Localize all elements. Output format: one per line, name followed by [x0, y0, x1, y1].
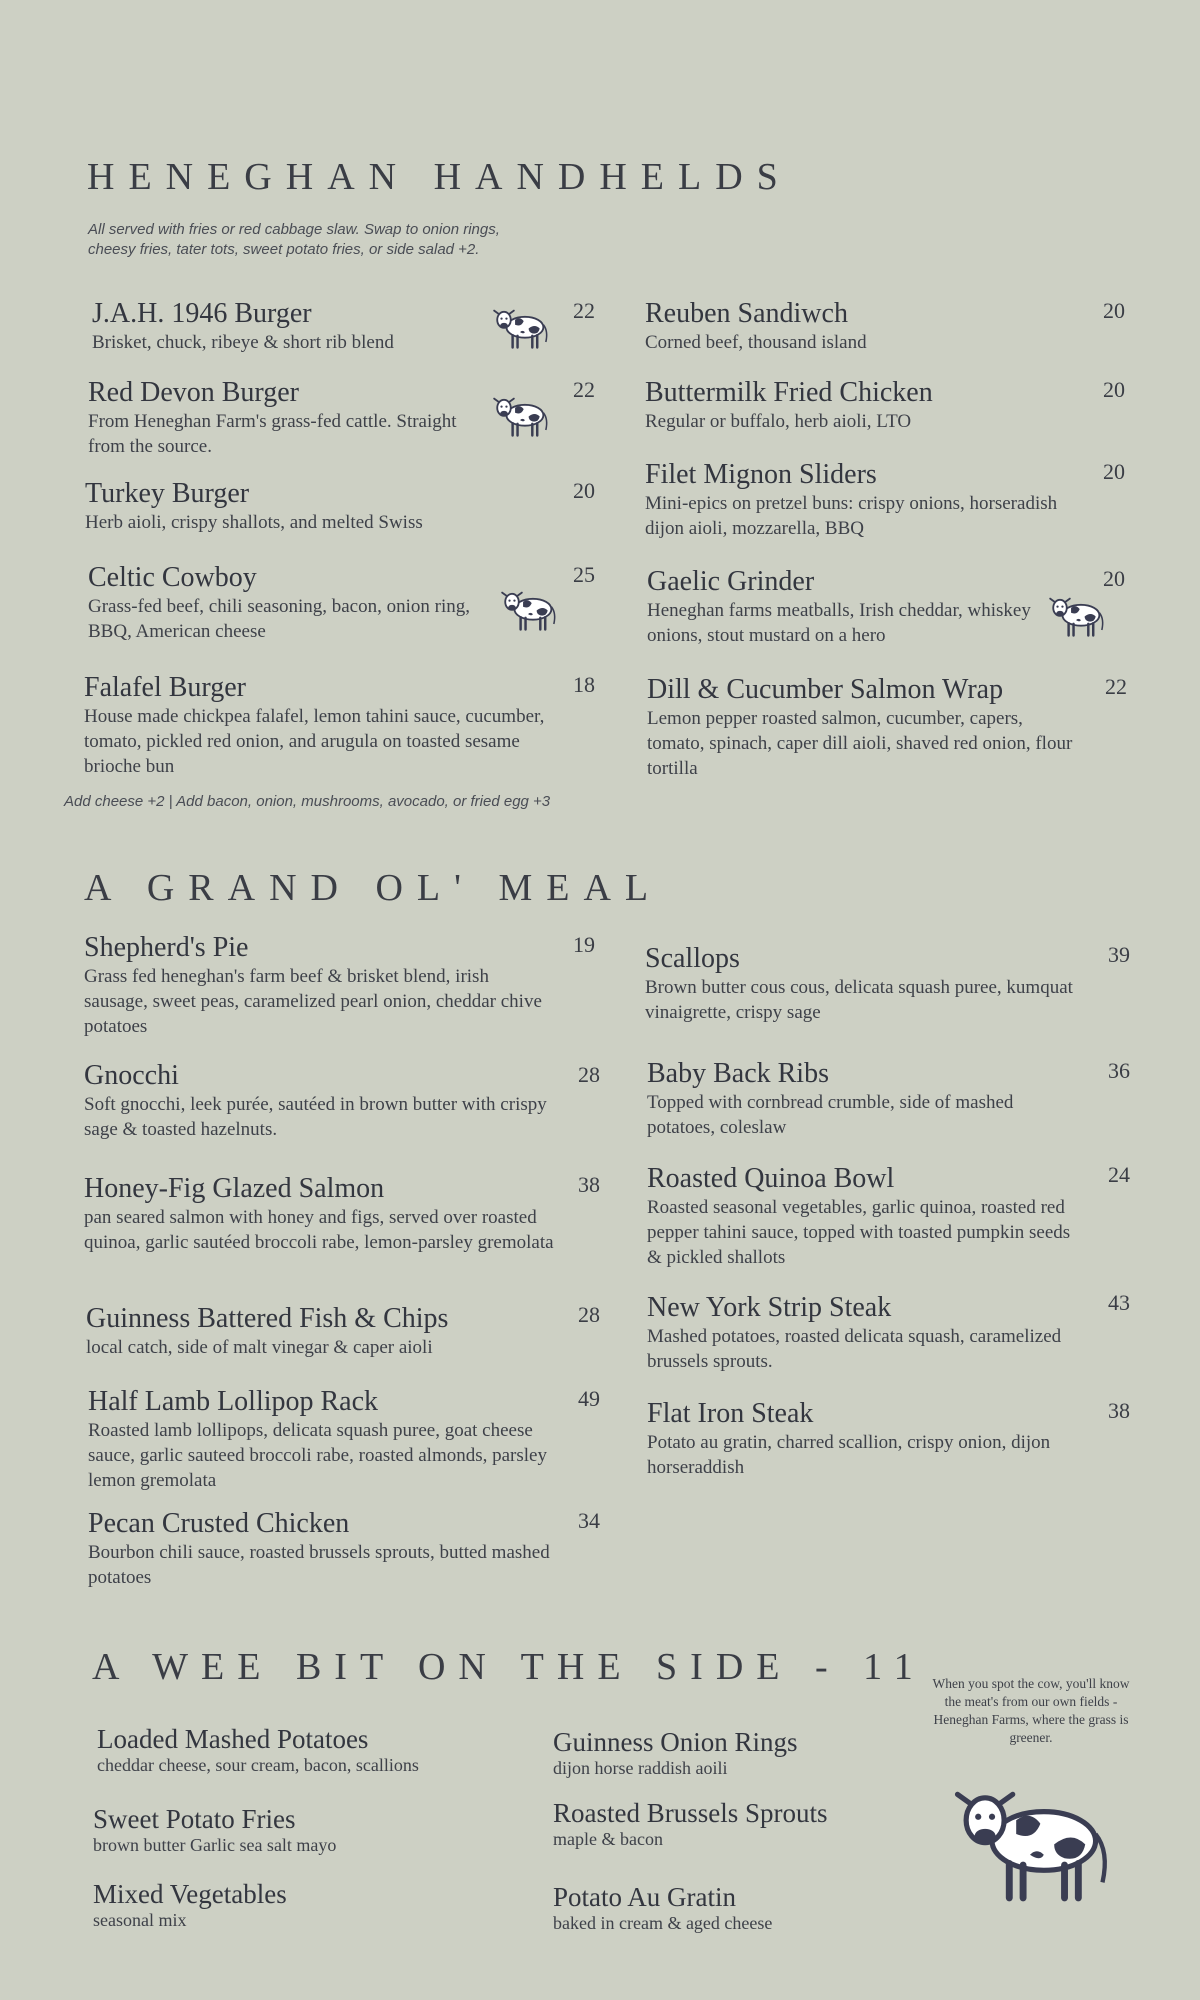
menu-item: [84, 1173, 554, 1255]
menu-item: [645, 377, 1075, 434]
side-item: [553, 1727, 913, 1779]
item-description: Mini-epics on pretzel buns: crispy onions, horseradish dijon aioli, mozzarella, BBQ: [645, 493, 1058, 539]
item-name: Sweet Potato Fries: [93, 1804, 296, 1834]
item-name: Buttermilk Fried Chicken: [645, 377, 933, 408]
item-price: 25: [573, 562, 595, 587]
item-price: 19: [573, 932, 595, 957]
menu-item: [647, 1398, 1077, 1480]
item-description: baked in cream & aged cheese: [553, 1913, 773, 1933]
item-description: Brisket, chuck, ribeye & short rib blend: [92, 332, 394, 353]
item-price: 20: [1103, 377, 1125, 402]
menu-item: [88, 1386, 558, 1493]
menu-item: [645, 459, 1075, 541]
item-name: Guinness Battered Fish & Chips: [86, 1303, 449, 1334]
menu-item: [84, 1060, 554, 1142]
item-price: 28: [578, 1302, 600, 1327]
side-item: [93, 1804, 513, 1856]
side-item: [97, 1724, 517, 1776]
item-price: 24: [1108, 1162, 1130, 1187]
item-name: Loaded Mashed Potatoes: [97, 1724, 369, 1754]
item-description: pan seared salmon with honey and figs, served over roasted quinoa, garlic sautéed broccoli rabe, lemon-parsley gremolata: [84, 1207, 554, 1253]
section-title-sides: A WEE BIT ON THE SIDE - 11: [92, 1646, 926, 1688]
menu-item: [86, 1303, 556, 1360]
item-name: Scallops: [645, 943, 740, 974]
item-price: 34: [578, 1508, 600, 1533]
item-description: Bourbon chili sauce, roasted brussels sprouts, butted mashed potatoes: [88, 1542, 550, 1588]
section-title-meal: A GRAND OL' MEAL: [84, 867, 663, 909]
item-price: 36: [1108, 1058, 1130, 1083]
menu-item: [645, 298, 1075, 355]
cow-legend-note: When you spot the cow, you'll know the meat's from our own fields - Heneghan Farms, where the grass is greener.: [932, 1676, 1130, 1745]
item-name: Honey-Fig Glazed Salmon: [84, 1173, 385, 1204]
item-price: 38: [1108, 1398, 1130, 1423]
item-description: Roasted seasonal vegetables, garlic quinoa, roasted red pepper tahini sauce, topped with toasted pumpkin seeds & pickled shallots: [647, 1197, 1071, 1268]
item-name: Baby Back Ribs: [647, 1058, 829, 1089]
menu-item: [88, 1508, 558, 1590]
item-name: Turkey Burger: [85, 478, 250, 509]
item-description: brown butter Garlic sea salt mayo: [93, 1835, 337, 1855]
item-price: 38: [578, 1172, 600, 1197]
item-name: Falafel Burger: [84, 672, 246, 703]
item-name: Dill & Cucumber Salmon Wrap: [647, 674, 1004, 705]
item-price: 28: [578, 1062, 600, 1087]
section-title-handhelds: HENEGHAN HANDHELDS: [87, 156, 792, 198]
item-name: Potato Au Gratin: [553, 1882, 736, 1912]
menu-item: [647, 1058, 1077, 1140]
item-name: Filet Mignon Sliders: [645, 459, 877, 490]
menu-item: [647, 566, 1047, 648]
item-price: 20: [1103, 566, 1125, 591]
item-name: Shepherd's Pie: [84, 932, 249, 963]
menu-item: [84, 932, 554, 1039]
cow-icon: [488, 388, 552, 440]
item-description: From Heneghan Farm's grass-fed cattle. Straight from the source.: [88, 411, 457, 457]
item-price: 20: [573, 478, 595, 503]
menu-item: [92, 298, 472, 355]
item-description: dijon horse raddish aoili: [553, 1758, 728, 1778]
side-item: [553, 1798, 913, 1850]
item-description: Regular or buffalo, herb aioli, LTO: [645, 411, 912, 432]
item-description: Grass-fed beef, chili seasoning, bacon, onion ring, BBQ, American cheese: [88, 596, 471, 642]
item-name: Reuben Sandiwch: [645, 298, 848, 329]
item-price: 20: [1103, 298, 1125, 323]
side-item: [93, 1879, 513, 1931]
menu-item: [645, 943, 1075, 1025]
item-name: Gnocchi: [84, 1060, 179, 1091]
menu-item: [647, 1163, 1077, 1270]
handhelds-addons: Add cheese +2 | Add bacon, onion, mushrooms, avocado, or fried egg +3: [64, 793, 551, 810]
item-description: Corned beef, thousand island: [645, 332, 867, 353]
item-price: 22: [573, 298, 595, 323]
item-price: 39: [1108, 942, 1130, 967]
item-description: Topped with cornbread crumble, side of mashed potatoes, coleslaw: [647, 1092, 1014, 1138]
cow-icon: [1044, 588, 1108, 640]
cow-icon: [940, 1765, 1120, 1910]
cow-icon: [488, 300, 552, 352]
item-name: Guinness Onion Rings: [553, 1727, 798, 1757]
item-description: seasonal mix: [93, 1910, 187, 1930]
item-price: 20: [1103, 459, 1125, 484]
item-description: Soft gnocchi, leek purée, sautéed in brown butter with crispy sage & toasted hazelnuts.: [84, 1094, 547, 1140]
menu-item: [84, 672, 554, 779]
item-name: Roasted Brussels Sprouts: [553, 1798, 828, 1828]
item-name: Flat Iron Steak: [647, 1398, 814, 1429]
item-name: New York Strip Steak: [647, 1292, 892, 1323]
item-description: cheddar cheese, sour cream, bacon, scallions: [97, 1755, 419, 1775]
item-price: 18: [573, 672, 595, 697]
menu-item: [647, 674, 1077, 781]
item-description: Brown butter cous cous, delicata squash puree, kumquat vinaigrette, crispy sage: [645, 977, 1073, 1023]
item-description: Grass fed heneghan's farm beef & brisket blend, irish sausage, sweet peas, caramelized pearl onion, cheddar chive potatoes: [84, 966, 542, 1037]
item-description: Potato au gratin, charred scallion, crispy onion, dijon horseraddish: [647, 1432, 1051, 1478]
item-description: local catch, side of malt vinegar & caper aioli: [86, 1337, 433, 1358]
side-item: [553, 1882, 913, 1934]
item-description: Mashed potatoes, roasted delicata squash, caramelized brussels sprouts.: [647, 1326, 1062, 1372]
item-name: Half Lamb Lollipop Rack: [88, 1386, 379, 1417]
item-name: Gaelic Grinder: [647, 566, 815, 597]
item-name: Pecan Crusted Chicken: [88, 1508, 350, 1539]
item-name: Celtic Cowboy: [88, 562, 257, 593]
menu-item: [647, 1292, 1077, 1374]
item-description: Lemon pepper roasted salmon, cucumber, capers, tomato, spinach, caper dill aioli, shaved red onion, flour tortilla: [647, 708, 1073, 779]
item-description: maple & bacon: [553, 1829, 663, 1849]
item-description: Herb aioli, crispy shallots, and melted Swiss: [85, 512, 423, 533]
item-description: Heneghan farms meatballs, Irish cheddar, whiskey onions, stout mustard on a hero: [647, 600, 1031, 646]
item-name: J.A.H. 1946 Burger: [92, 298, 312, 329]
item-name: Roasted Quinoa Bowl: [647, 1163, 895, 1194]
item-price: 22: [573, 377, 595, 402]
menu-item: [88, 377, 488, 459]
menu-item: [88, 562, 498, 644]
item-name: Red Devon Burger: [88, 377, 299, 408]
item-price: 43: [1108, 1290, 1130, 1315]
item-price: 22: [1105, 674, 1127, 699]
item-description: Roasted lamb lollipops, delicata squash puree, goat cheese sauce, garlic sauteed broccoli rabe, roasted almonds, parsley lemon gremolata: [88, 1420, 547, 1491]
cow-icon: [496, 582, 560, 634]
item-name: Mixed Vegetables: [93, 1879, 287, 1909]
handhelds-note: All served with fries or red cabbage slaw. Swap to onion rings, cheesy fries, tater tots, sweet potato fries, or side salad +2.: [88, 221, 500, 258]
menu-item: [85, 478, 505, 535]
item-description: House made chickpea falafel, lemon tahini sauce, cucumber, tomato, pickled red onion, and arugula on toasted sesame brioche bun: [84, 706, 545, 777]
item-price: 49: [578, 1386, 600, 1411]
